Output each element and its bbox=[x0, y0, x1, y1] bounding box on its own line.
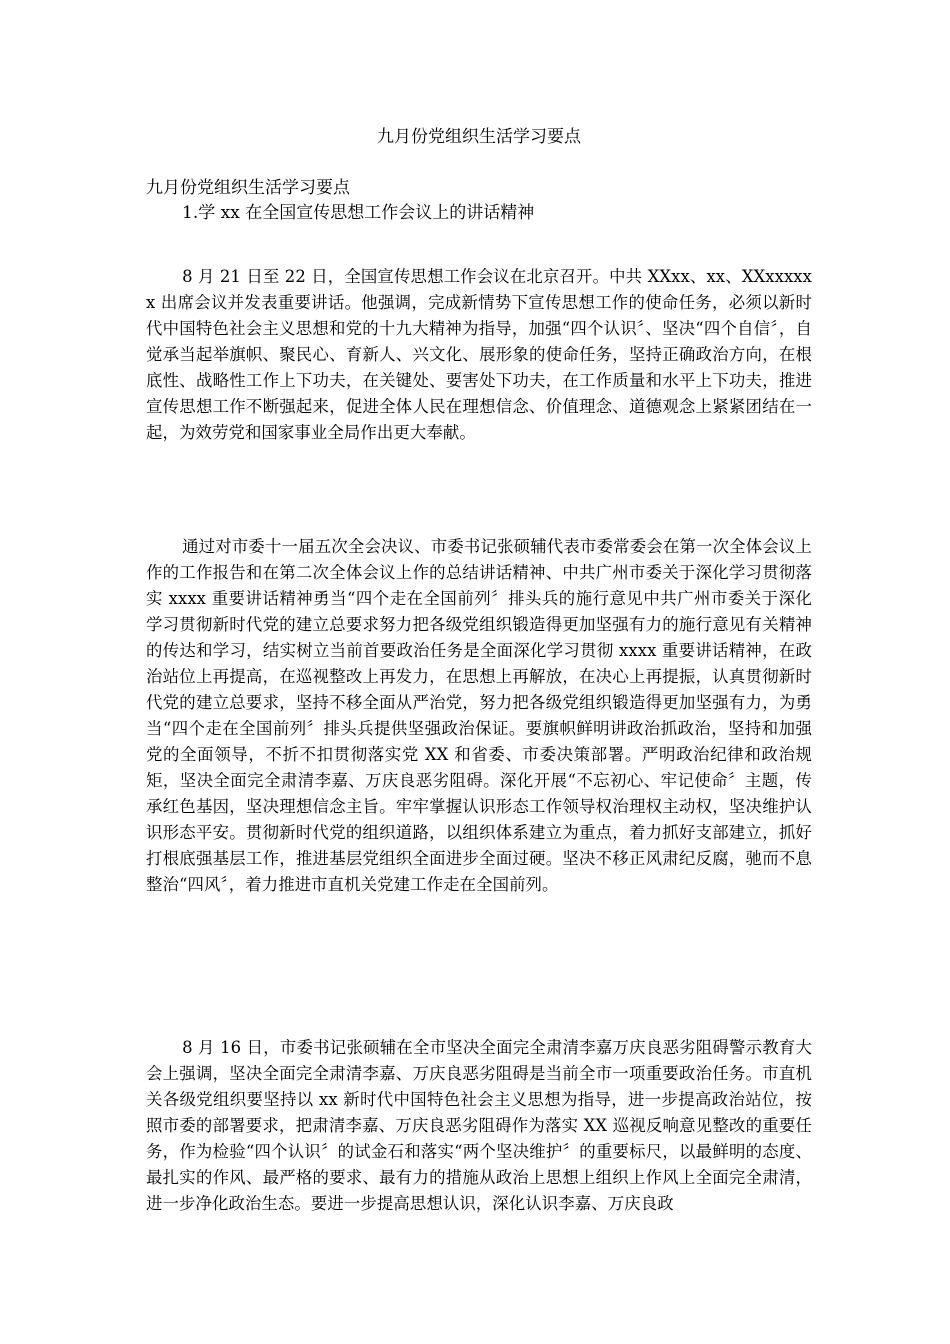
study-item-1: 1.学 xx 在全国宣传思想工作会议上的讲话精神 bbox=[182, 203, 535, 223]
paragraph-1: 8 月 21 日至 22 日，全国宣传思想工作会议在北京召开。中共 XXxx、xx、XXxxxxxx 出席会议并发表重要讲话。他强调，完成新情势下宣传思想工作的使命任务，必须以新时代中国特色社会主义思想和党的十九大精神为指导，加强“四个认识〞、坚决“四个自信〞，自觉承当起举旗帜、聚民心、育新人、兴文化、展形象的使命任务，坚持正确政治方向，在根底性、战略性工作上下功夫，在关键处、要害处下功夫，在工作质量和水平上下功夫，推进宣传思想工作不断强起来，促进全体人民在理想信念、价值理念、道德观念上紧紧团结在一起，为效劳党和国家事业全局作出更大奉献。 bbox=[146, 267, 812, 443]
paragraph-3: 8 月 16 日，市委书记张硕辅在全市坚决全面完全肃清李嘉万庆良恶劣阻碍警示教育大会上强调，坚决全面完全肃清李嘉、万庆良恶劣阻碍是当前全市一项重要政治任务。市直机关各级党组织要坚持以 xx 新时代中国特色社会主义思想为指导，进一步提高政治站位，按照市委的部署要求，把肃清李嘉、万庆良恶劣阻碍作为落实 XX 巡视反响意见整改的重要任务，作为检验“四个认识〞的试金石和落实“两个坚决维护〞的重要标尺，以最鲜明的态度、最扎实的作风、最严格的要求、最有力的措施从政治上思想上组织上作风上全面完全肃清，进一步净化政治生态。要进一步提高思想认识，深化认识李嘉、万庆良政 bbox=[146, 1038, 812, 1214]
document-title: 九月份党组织生活学习要点 bbox=[377, 127, 581, 147]
paragraph-2: 通过对市委十一届五次全会决议、市委书记张硕辅代表市委常委会在第一次全体会议上作的工作报告和在第二次全体会议上作的总结讲话精神、中共广州市委关于深化学习贯彻落实 xxxx 重要讲话精神勇当“四个走在全国前列〞排头兵的施行意见中共广州市委关于深化学习贯彻新时代党的建立总要求努力把各级党组织锻造得更加坚强有力的施行意见有关精神的传达和学习，结实树立当前首要政治任务是全面深化学习贯彻 xxxx 重要讲话精神，在政治站位上再提高，在巡视整改上再发力，在思想上再解放，在决心上再提振，认真贯彻新时代党的建立总要求，坚持不移全面从严治党，努力把各级党组织锻造得更加坚强有力，为勇当“四个走在全国前列〞排头兵提供坚强政治保证。要旗帜鲜明讲政治抓政治，坚持和加强党的全面领导，不折不扣贯彻落实党 XX 和省委、市委决策部署。严明政治纪律和政治规矩，坚决全面完全肃清李嘉、万庆良恶劣阻碍。深化开展“不忘初心、牢记使命〞主题，传承红色基因，坚决理想信念主旨。牢牢掌握认识形态工作领导权治理权主动权，坚决维护认识形态平安。贯彻新时代党的组织道路，以组织体系建立为重点，着力抓好支部建立，抓好打根底强基层工作，推进基层党组织全面进步全面过硬。坚决不移正风肃纪反腐，驰而不息整治“四风〞，着力推进市直机关党建工作走在全国前列。 bbox=[146, 537, 812, 895]
document-page bbox=[146, 0, 812, 1344]
document-subtitle: 九月份党组织生活学习要点 bbox=[146, 178, 350, 198]
